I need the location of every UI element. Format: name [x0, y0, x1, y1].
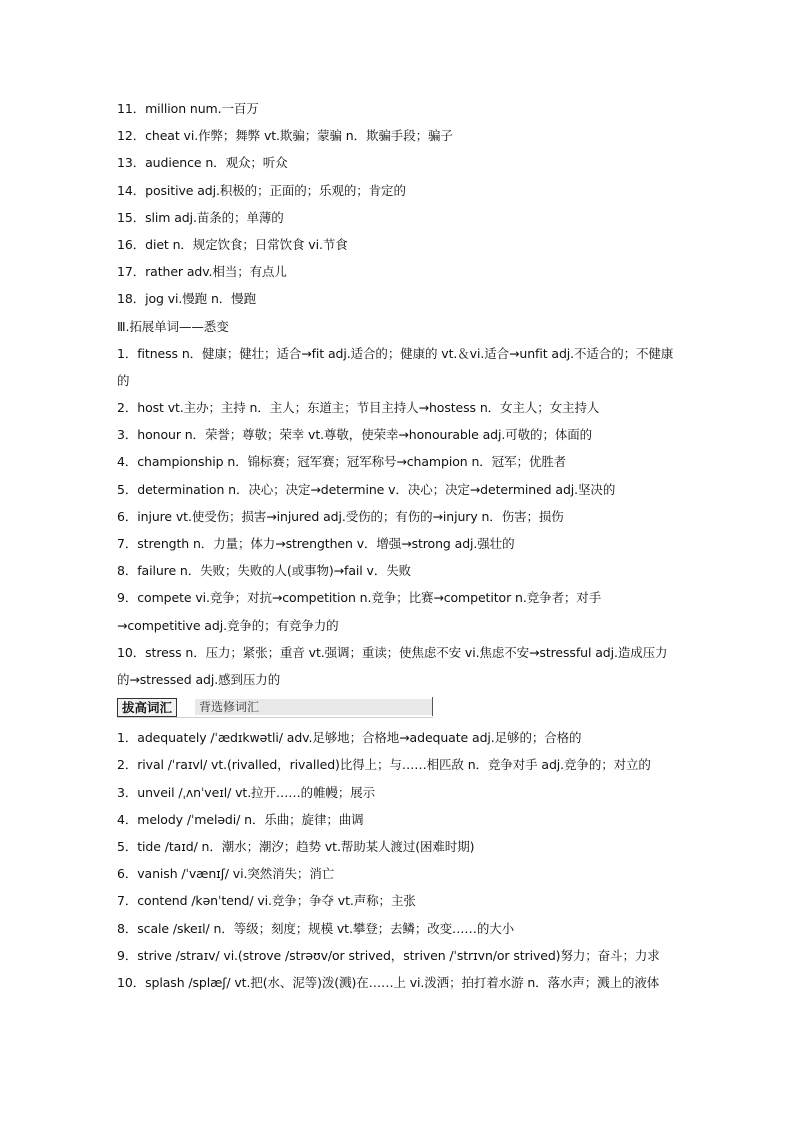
- list-item: 2．host vt.主办；主持 n．主人；东道主；节目主持人→hostess n．女主人；女主持人: [117, 400, 600, 416]
- document-body: [117, 95, 679, 996]
- list-item: 4．championship n．锦标赛；冠军赛；冠军称号→champion n．冠军；优胜者: [117, 454, 567, 470]
- list-item: 6．injure vt.使受伤；损害→injured adj.受伤的；有伤的→injury n．伤害；损伤: [117, 508, 564, 524]
- section-tag: 拔高词汇: [117, 698, 177, 717]
- list-item: 3．unveil /ˌʌnˈveɪl/ vt.拉开……的帷幔；展示: [117, 784, 376, 800]
- vocab-list-basic: [117, 95, 679, 340]
- section-heading-extended: Ⅲ.拓展单词——悉变: [117, 318, 229, 334]
- list-item: 3．honour n．荣誉；尊敬；荣幸 vt.尊敬，使荣幸→honourable adj.可敬的；体面的: [117, 427, 593, 443]
- list-item: 16．diet n．规定饮食；日常饮食 vi.节食: [117, 236, 348, 252]
- list-item: 13．audience n．观众；听众: [117, 155, 288, 171]
- header-divider: [432, 697, 433, 716]
- section-header-advanced: [117, 697, 433, 718]
- list-item: 1．adequately /ˈædɪkwətli/ adv.足够地；合格地→adequate adj.足够的；合格的: [117, 730, 582, 746]
- list-item: 10．stress n．压力；紧张；重音 vt.强调；重读；使焦虑不安 vi.焦虑不安→stressful adj.造成压力的→stressed adj.感到压力的: [117, 644, 668, 688]
- vocab-list-advanced: [117, 724, 679, 996]
- list-item: 6．vanish /ˈvænɪʃ/ vi.突然消失；消亡: [117, 866, 335, 882]
- list-item: 5．tide /taɪd/ n．潮水；潮汐；趋势 vt.帮助某人渡过(困难时期): [117, 838, 475, 854]
- list-item: 2．rival /ˈraɪvl/ vt.(rivalled，rivalled)比得上；与……相匹敌 n．竞争对手 adj.竞争的；对立的: [117, 757, 651, 773]
- list-item: 9．strive /straɪv/ vi.(strove /strəʊv/or strived，striven /ˈstrɪvn/or strived)努力；奋斗；力求: [117, 947, 660, 963]
- section-subtitle: 背选修词汇: [195, 699, 433, 715]
- list-item: 17．rather adv.相当；有点儿: [117, 264, 287, 280]
- list-item: 8．scale /skeɪl/ n．等级；刻度；规模 vt.攀登；去鳞；改变……的大小: [117, 920, 515, 936]
- list-item: 12．cheat vi.作弊；舞弊 vt.欺骗；蒙骗 n．欺骗手段；骗子: [117, 128, 453, 144]
- list-item: 18．jog vi.慢跑 n．慢跑: [117, 291, 256, 307]
- list-item: 4．melody /ˈmelədi/ n．乐曲；旋律；曲调: [117, 811, 364, 827]
- list-item: 10．splash /splæʃ/ vt.把(水、泥等)泼(溅)在……上 vi.泼洒；拍打着水游 n．落水声；溅上的液体: [117, 974, 660, 990]
- list-item: 8．failure n．失败；失败的人(或事物)→fail v．失败: [117, 563, 412, 579]
- list-item: 5．determination n．决心；决定→determine v．决心；决定→determined adj.坚决的: [117, 481, 616, 497]
- list-item: 14．positive adj.积极的；正面的；乐观的；肯定的: [117, 182, 406, 198]
- list-item: 11．million num.一百万: [117, 101, 259, 116]
- list-item: 1．fitness n．健康；健壮；适合→fit adj.适合的；健康的 vt.＆vi.适合→unfit adj.不适合的；不健康的: [117, 345, 674, 388]
- list-item: 9．compete vi.竞争；对抗→competition n.竞争；比赛→competitor n.竞争者；对手→competitive adj.竞争的；有竞争力的: [117, 590, 602, 633]
- vocab-list-extended: [117, 340, 679, 694]
- list-item: 15．slim adj.苗条的；单薄的: [117, 209, 284, 225]
- list-item: 7．contend /kənˈtend/ vi.竞争；争夺 vt.声称；主张: [117, 893, 416, 909]
- list-item: 7．strength n．力量；体力→strengthen v．增强→strong adj.强壮的: [117, 536, 515, 552]
